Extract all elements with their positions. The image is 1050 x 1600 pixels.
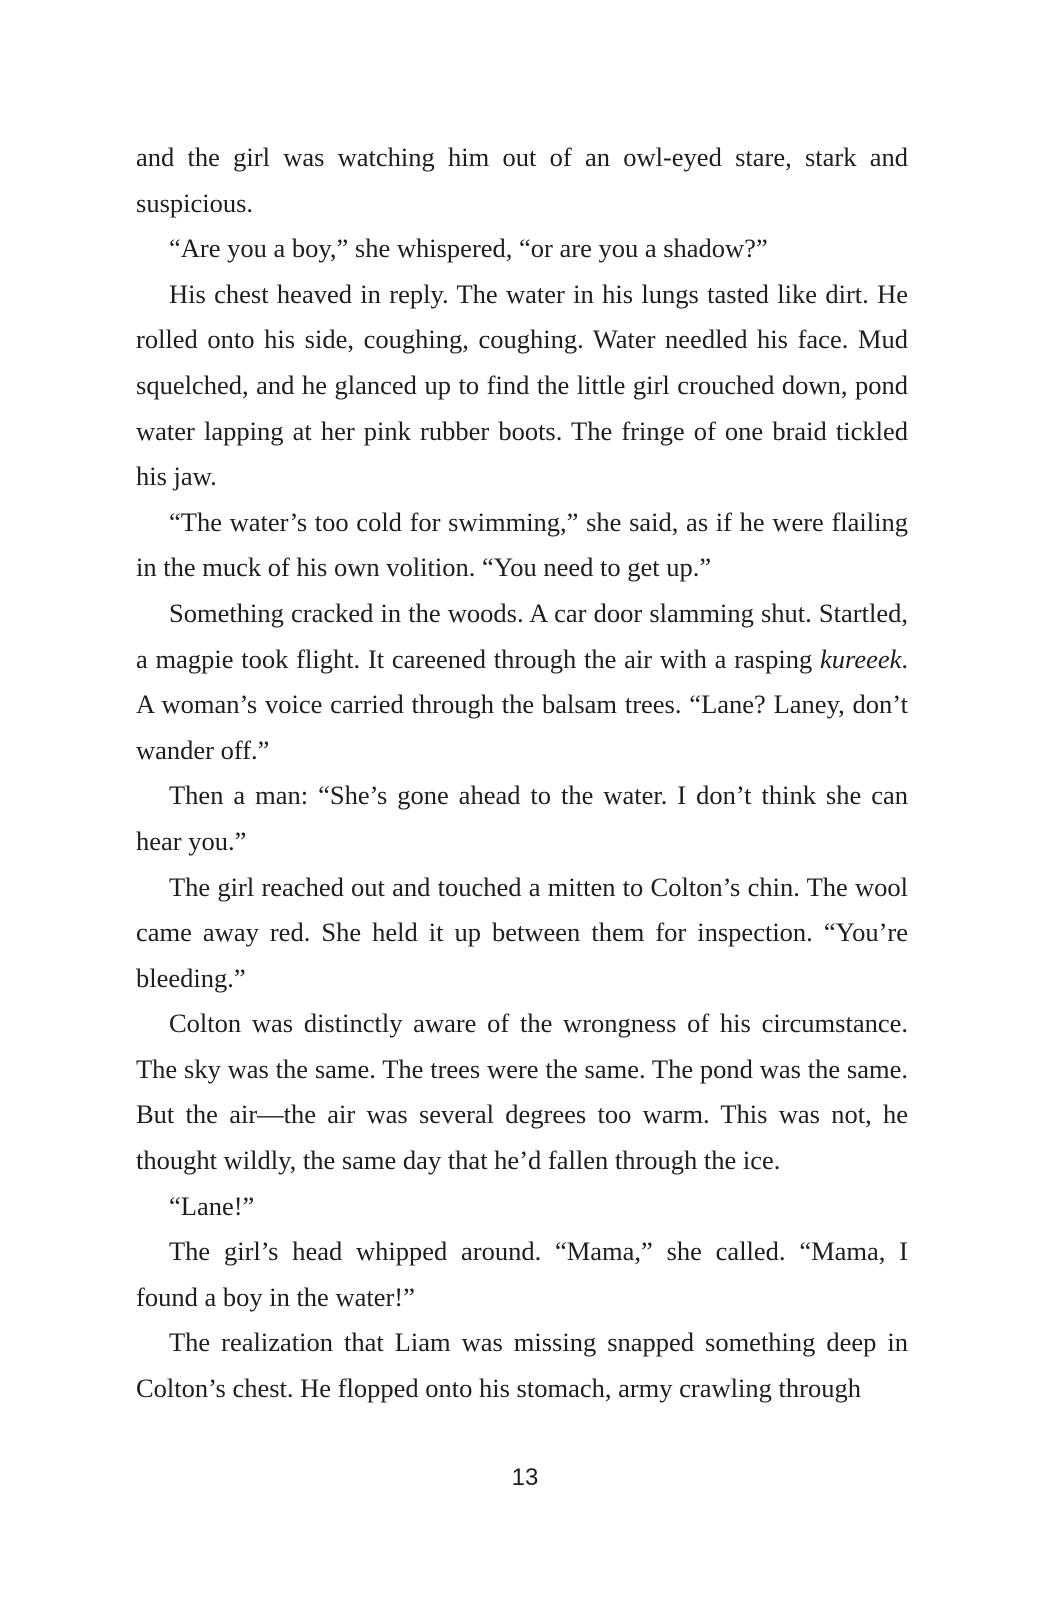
- paragraph: Then a man: “She’s gone ahead to the water. I don’t think she can hear you.”: [136, 780, 908, 856]
- body-text: [136, 135, 908, 1412]
- paragraph: “The water’s too cold for swimming,” she said, as if he were flailing in the muck of his own volition. “You need to get up.”: [136, 506, 908, 583]
- paragraph: The girl reached out and touched a mitten to Colton’s chin. The wool came away red. She held it up between them for inspection. “You’re bleeding.”: [136, 871, 908, 993]
- paragraph: The realization that Liam was missing snapped something deep in Colton’s chest. He flopped onto his stomach, army crawling through: [136, 1327, 908, 1404]
- onomatopoeia-text: kureeek: [819, 643, 902, 674]
- paragraph: and the girl was watching him out of an owl-eyed stare, stark and suspicious.: [136, 142, 908, 218]
- paragraph: Colton was distinctly aware of the wrongness of his circumstance. The sky was the same. The trees were the same. The pond was the same. But the air—the air was several degrees too warm. This was not, he thought wildly, the same day that he’d fallen through the ice.: [136, 1008, 908, 1176]
- paragraph-text: . A woman’s voice carried through the balsam trees. “Lane? Laney, don’t wander off.”: [136, 643, 908, 765]
- paragraph: “Are you a boy,” she whispered, “or are you a shadow?”: [169, 233, 768, 264]
- paragraph: His chest heaved in reply. The water in his lungs tasted like dirt. He rolled onto his side, coughing, coughing. Water needled his face. Mud squelched, and he glanced up to find the little girl crouched down, pond water lapping at her pink rubber boots. The fringe of one braid tickled his jaw.: [136, 278, 908, 492]
- paragraph-text: Something cracked in the woods. A car door slamming shut. Startled, a magpie took flight. It careened through the air with a rasping: [136, 597, 908, 674]
- paragraph: “Lane!”: [169, 1190, 255, 1221]
- paragraph: The girl’s head whipped around. “Mama,” she called. “Mama, I found a boy in the water!”: [136, 1236, 908, 1312]
- paragraph: [136, 591, 908, 773]
- page-number: 13: [511, 1464, 539, 1491]
